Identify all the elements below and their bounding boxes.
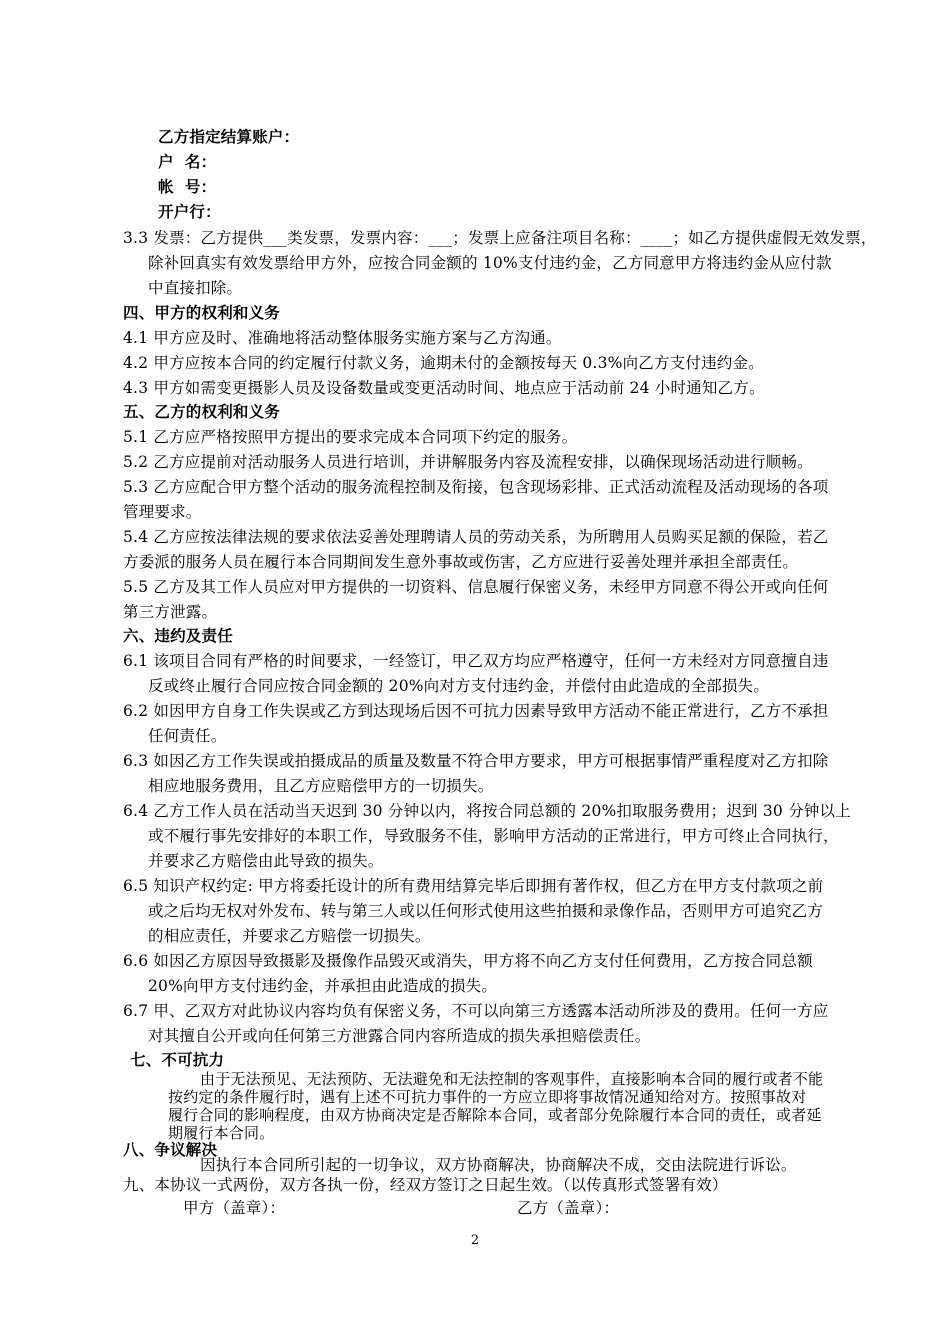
clause-5-3-line1: 5.3 乙方应配合甲方整个活动的服务流程控制及衔接，包含现场彩排、正式活动流程及活动现场的各项 [123,478,829,496]
account-heading: 乙方指定结算账户： [158,128,300,146]
clause-6-3-line2: 相应地服务费用，且乙方应赔偿甲方的一切损失。 [148,777,494,795]
clause-6-3-line1: 6.3 如因乙方工作失误或拍摄成品的质量及数量不符合甲方要求，甲方可根据事情严重程度对乙方扣除 [123,752,829,770]
clause-4-2: 4.2 甲方应按本合同的约定履行付款义务，逾期未付的金额按每天 0.3%向乙方支付违约金。 [123,354,764,372]
clause-3-3-line2: 除补回真实有效发票给甲方外，应按合同金额的 10%支付违约金，乙方同意甲方将违约金从应付款 [148,254,832,272]
section-7-title: 七、不可抗力 [130,1051,225,1069]
clause-5-1: 5.1 乙方应严格按照甲方提出的要求完成本合同项下约定的服务。 [123,428,578,446]
section-9-line: 九、本协议一式两份，双方各执一份，经双方签订之日起生效。（以传真形式签署有效） [123,1176,728,1194]
clause-6-4-line3: 并要求乙方赔偿由此导致的损失。 [148,852,384,870]
clause-6-4-line2: 或不履行事先安排好的本职工作，导致服务不佳，影响甲方活动的正常进行，甲方可终止合同执行， [148,827,839,845]
force-majeure-line2: 按约定的条件履行时，遇有上述不可抗力事件的一方应立即将事故情况通知给对方。按照事故对 [168,1088,807,1106]
clause-6-1-line2: 反或终止履行合同应按合同金额的 20%向对方支付违约金，并偿付由此造成的全部损失。 [148,677,770,695]
page-number: 2 [470,1233,480,1248]
section-4-title: 四、甲方的权利和义务 [123,304,281,322]
clause-6-4-line1: 6.4 乙方工作人员在活动当天迟到 30 分钟以内，将按合同总额的 20%扣取服务费用；迟到 30 分钟以上 [123,802,851,820]
section-6-title: 六、违约及责任 [123,627,233,645]
clause-5-3-line2: 管理要求。 [123,503,202,521]
force-majeure-line1: 由于无法预见、无法预防、无法避免和无法控制的客观事件，直接影响本合同的履行或者不能 [200,1070,824,1088]
clause-6-2-line1: 6.2 如因甲方自身工作失误或乙方到达现场后因不可抗力因素导致甲方活动不能正常进行，乙方不承担 [123,702,829,720]
account-number-label: 帐 号： [158,178,217,196]
clause-6-5-line1: 6.5 知识产权约定: 甲方将委托设计的所有费用结算完毕后即拥有著作权，但乙方在甲方支付款项之前 [123,877,824,895]
section-8-title: 八、争议解决 [123,1141,218,1159]
clause-4-3: 4.3 甲方如需变更摄影人员及设备数量或变更活动时间、地点应于活动前 24 小时通知乙方。 [123,379,765,397]
account-bank-label: 开户行： [158,203,221,221]
clause-6-6-line1: 6.6 如因乙方原因导致摄影及摄像作品毁灭或消失，甲方将不向乙方支付任何费用，乙方按合同总额 [123,952,813,970]
clause-6-5-line3: 的相应责任，并要求乙方赔偿一切损失。 [148,927,431,945]
account-name-label: 户 名： [158,153,217,171]
clause-5-2: 5.2 乙方应提前对活动服务人员进行培训，并讲解服务内容及流程安排，以确保现场活动进行顺畅。 [123,453,813,471]
clause-3-3-line3: 中直接扣除。 [148,279,243,297]
clause-6-6-line2: 20%向甲方支付违约金，并承担由此造成的损失。 [148,977,498,995]
clause-6-2-line2: 任何责任。 [148,727,227,745]
party-a-seal-label: 甲方（盖章）： [183,1199,286,1217]
clause-6-7-line2: 对其擅自公开或向任何第三方泄露合同内容所造成的损失承担赔偿责任。 [148,1027,651,1045]
clause-3-3-line1: 3.3 发票：乙方提供___类发票，发票内容：___；发票上应备注项目名称：____；如乙方提供虚假无效发票， [123,229,877,247]
clause-5-4-line2: 方委派的服务人员在履行本合同期间发生意外事故或伤害，乙方应进行妥善处理并承担全部责任。 [123,553,799,571]
clause-5-5-line2: 第三方泄露。 [123,603,218,621]
section-5-title: 五、乙方的权利和义务 [123,403,281,421]
clause-6-5-line2: 或之后均无权对外发布、转与第三人或以任何形式使用这些拍摄和录像作品，否则甲方可追究乙方 [148,902,824,920]
clause-4-1: 4.1 甲方应及时、准确地将活动整体服务实施方案与乙方沟通。 [123,329,562,347]
party-b-seal-label: 乙方（盖章）： [517,1199,620,1217]
clause-6-7-line1: 6.7 甲、乙双方对此协议内容均负有保密义务，不可以向第三方透露本活动所涉及的费用。任何一方应 [123,1002,829,1020]
dispute-line: 因执行本合同所引起的一切争议，双方协商解决，协商解决不成，交由法院进行诉讼。 [200,1156,797,1174]
clause-5-4-line1: 5.4 乙方应按法律法规的要求依法妥善处理聘请人员的劳动关系，为所聘用人员购买足额的保险，若乙 [123,528,829,546]
force-majeure-line3: 履行合同的影响程度，由双方协商决定是否解除本合同，或者部分免除履行本合同的责任，或者延 [168,1106,822,1124]
clause-6-1-line1: 6.1 该项目合同有严格的时间要求，一经签订，甲乙双方均应严格遵守，任何一方未经对方同意擅自违 [123,652,829,670]
force-majeure-line4: 期履行本合同。 [168,1124,275,1142]
clause-5-5-line1: 5.5 乙方及其工作人员应对甲方提供的一切资料、信息履行保密义务，未经甲方同意不得公开或向任何 [123,578,829,596]
